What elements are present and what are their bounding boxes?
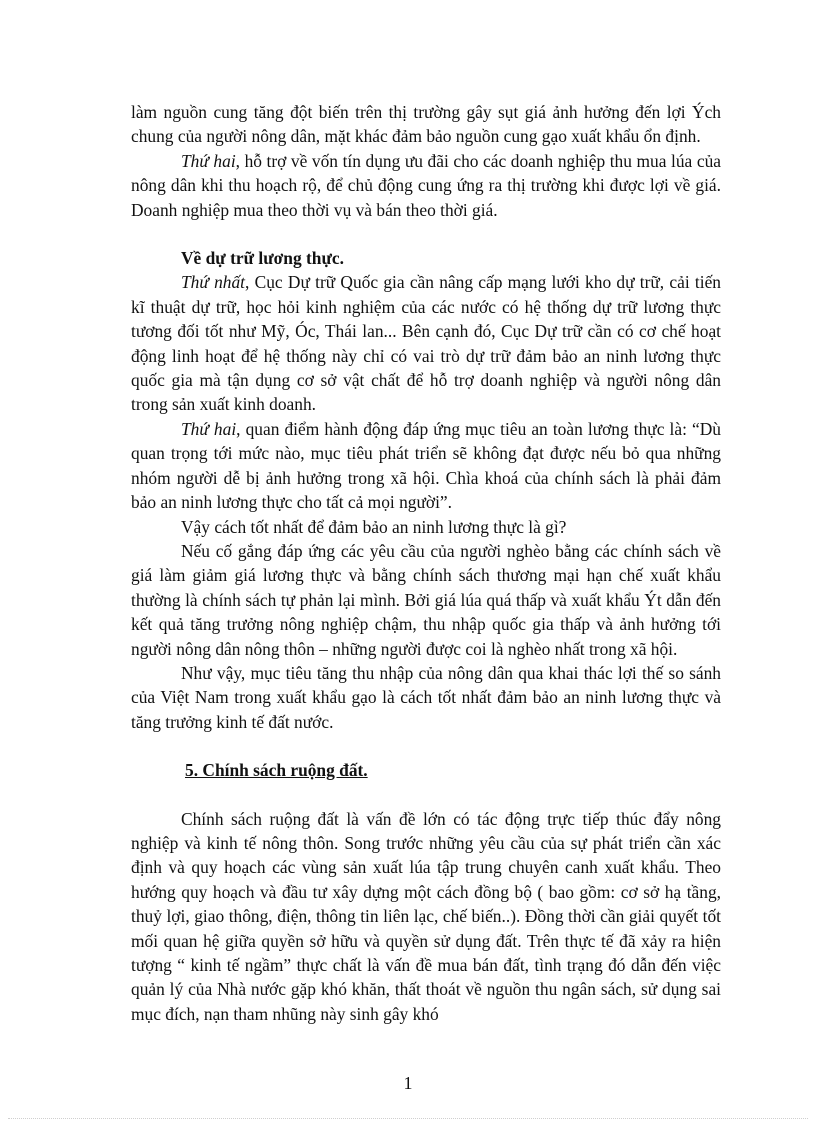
paragraph-land-policy: Chính sách ruộng đất là vấn đề lớn có tác động trực tiếp thúc đẩy nông nghiệp và kinh tế nông thôn. Song trước những yêu cầu của sự phát triển cần xác định và quy hoạch các vùng sản xuất lúa tập trung chuyên canh xuất khẩu. Theo hướng quy hoạch và đầu tư xây dựng một cách đồng bộ ( bao gồm: cơ sở hạ tầng, thuỷ lợi, giao thông, điện, thông tin liên lạc, chế biến..). Đồng thời cần giải quyết tốt mối quan hệ giữa quyền sở hữu và quyền sử dụng đất. Trên thực tế đã xảy ra hiện tượng “ kinh tế ngầm” thực chất là vấn đề mua bán đất, tình trạng đó dẫn đến việc quản lý của Nhà nước gặp khó khăn, thất thoát về nguồn thu ngân sách, sử dụng sai mục đích, nạn tham nhũng này sinh gây khó (131, 808, 721, 1024)
heading-food-reserve: Về dự trữ lương thực. (181, 248, 344, 269)
paragraph-question: Vậy cách tốt nhất để đảm bảo an ninh lương thực là gì? (181, 516, 567, 537)
paragraph-reserve-second-text: , quan điểm hành động đáp ứng mục tiêu an toàn lương thực là: “Dù quan trọng tới mức nào, mục tiêu phát triển sẽ không đạt được nếu bỏ qua những nhóm người dễ bị ảnh hưởng trong xã hội. Chìa khoá của chính sách là phải đảm bảo an ninh lương thực cho tất cả mọi người”. (131, 418, 721, 513)
spacer (131, 783, 721, 807)
footer-rule (8, 1118, 808, 1119)
paragraph-conclusion: Như vậy, mục tiêu tăng thu nhập của nông dân qua khai thác lợi thế so sánh của Việt Nam trong xuất khẩu gạo là cách tốt nhất đảm bảo an ninh lương thực và tăng trưởng kinh tế đất nước. (131, 662, 721, 732)
paragraph-supply: làm nguồn cung tăng đột biến trên thị trường gây sụt giá ảnh hưởng đến lợi Ých chung của người nông dân, mặt khác đảm bảo nguồn cung gạo xuất khẩu ổn định. (131, 102, 721, 147)
spacer (131, 222, 721, 246)
paragraph-reserve-first-text: , Cục Dự trữ Quốc gia cần nâng cấp mạng lưới kho dự trữ, cải tiến kĩ thuật dự trữ, học hỏi kinh nghiệm của các nước có hệ thống dự trữ lương thực tương đối tốt như Mỹ, Óc, Thái lan... Bên cạnh đó, Cục Dự trữ cần có cơ chế hoạt động linh hoạt để hệ thống này chỉ có vai trò dự trữ đảm bảo an ninh lương thực quốc gia mà tận dụng cơ sở vật chất để hỗ trợ doanh nghiệp và người nông dân trong sản xuất kinh doanh. (131, 272, 722, 415)
document-body (131, 100, 721, 1026)
lead-second: Thứ hai (181, 150, 236, 171)
paragraph-credit-text: , hỗ trợ về vốn tín dụng ưu đãi cho các doanh nghiệp thu mua lúa của nông dân khi thu hoạch rộ, để chủ động cung ứng ra thị trường khi được lợi về giá. Doanh nghiệp mua theo thời vụ và bán theo thời giá. (131, 150, 721, 220)
lead-second-reserve: Thứ hai (181, 418, 237, 439)
paragraph-price-policy: Nếu cố gắng đáp ứng các yêu cầu của người nghèo bằng các chính sách về giá làm giảm giá lương thực và bằng chính sách thương mại hạn chế xuất khẩu thường là chính sách tự phản lại mình. Bởi giá lúa quá thấp và xuất khẩu Ýt dẫn đến kết quả tăng trưởng nông nghiệp chậm, thu nhập quốc gia thấp và ảnh hưởng tới người nông dân nông thôn – những người được coi là nghèo nhất trong xã hội. (131, 540, 721, 659)
spacer (131, 734, 721, 758)
heading-land-policy: 5. Chính sách ruộng đất. (185, 760, 368, 781)
lead-first: Thứ nhất (181, 272, 246, 293)
paragraph-credit-support (131, 149, 721, 222)
paragraph-reserve-second (131, 417, 721, 515)
paragraph-reserve-first (131, 270, 721, 416)
page-number: 1 (403, 1073, 413, 1093)
